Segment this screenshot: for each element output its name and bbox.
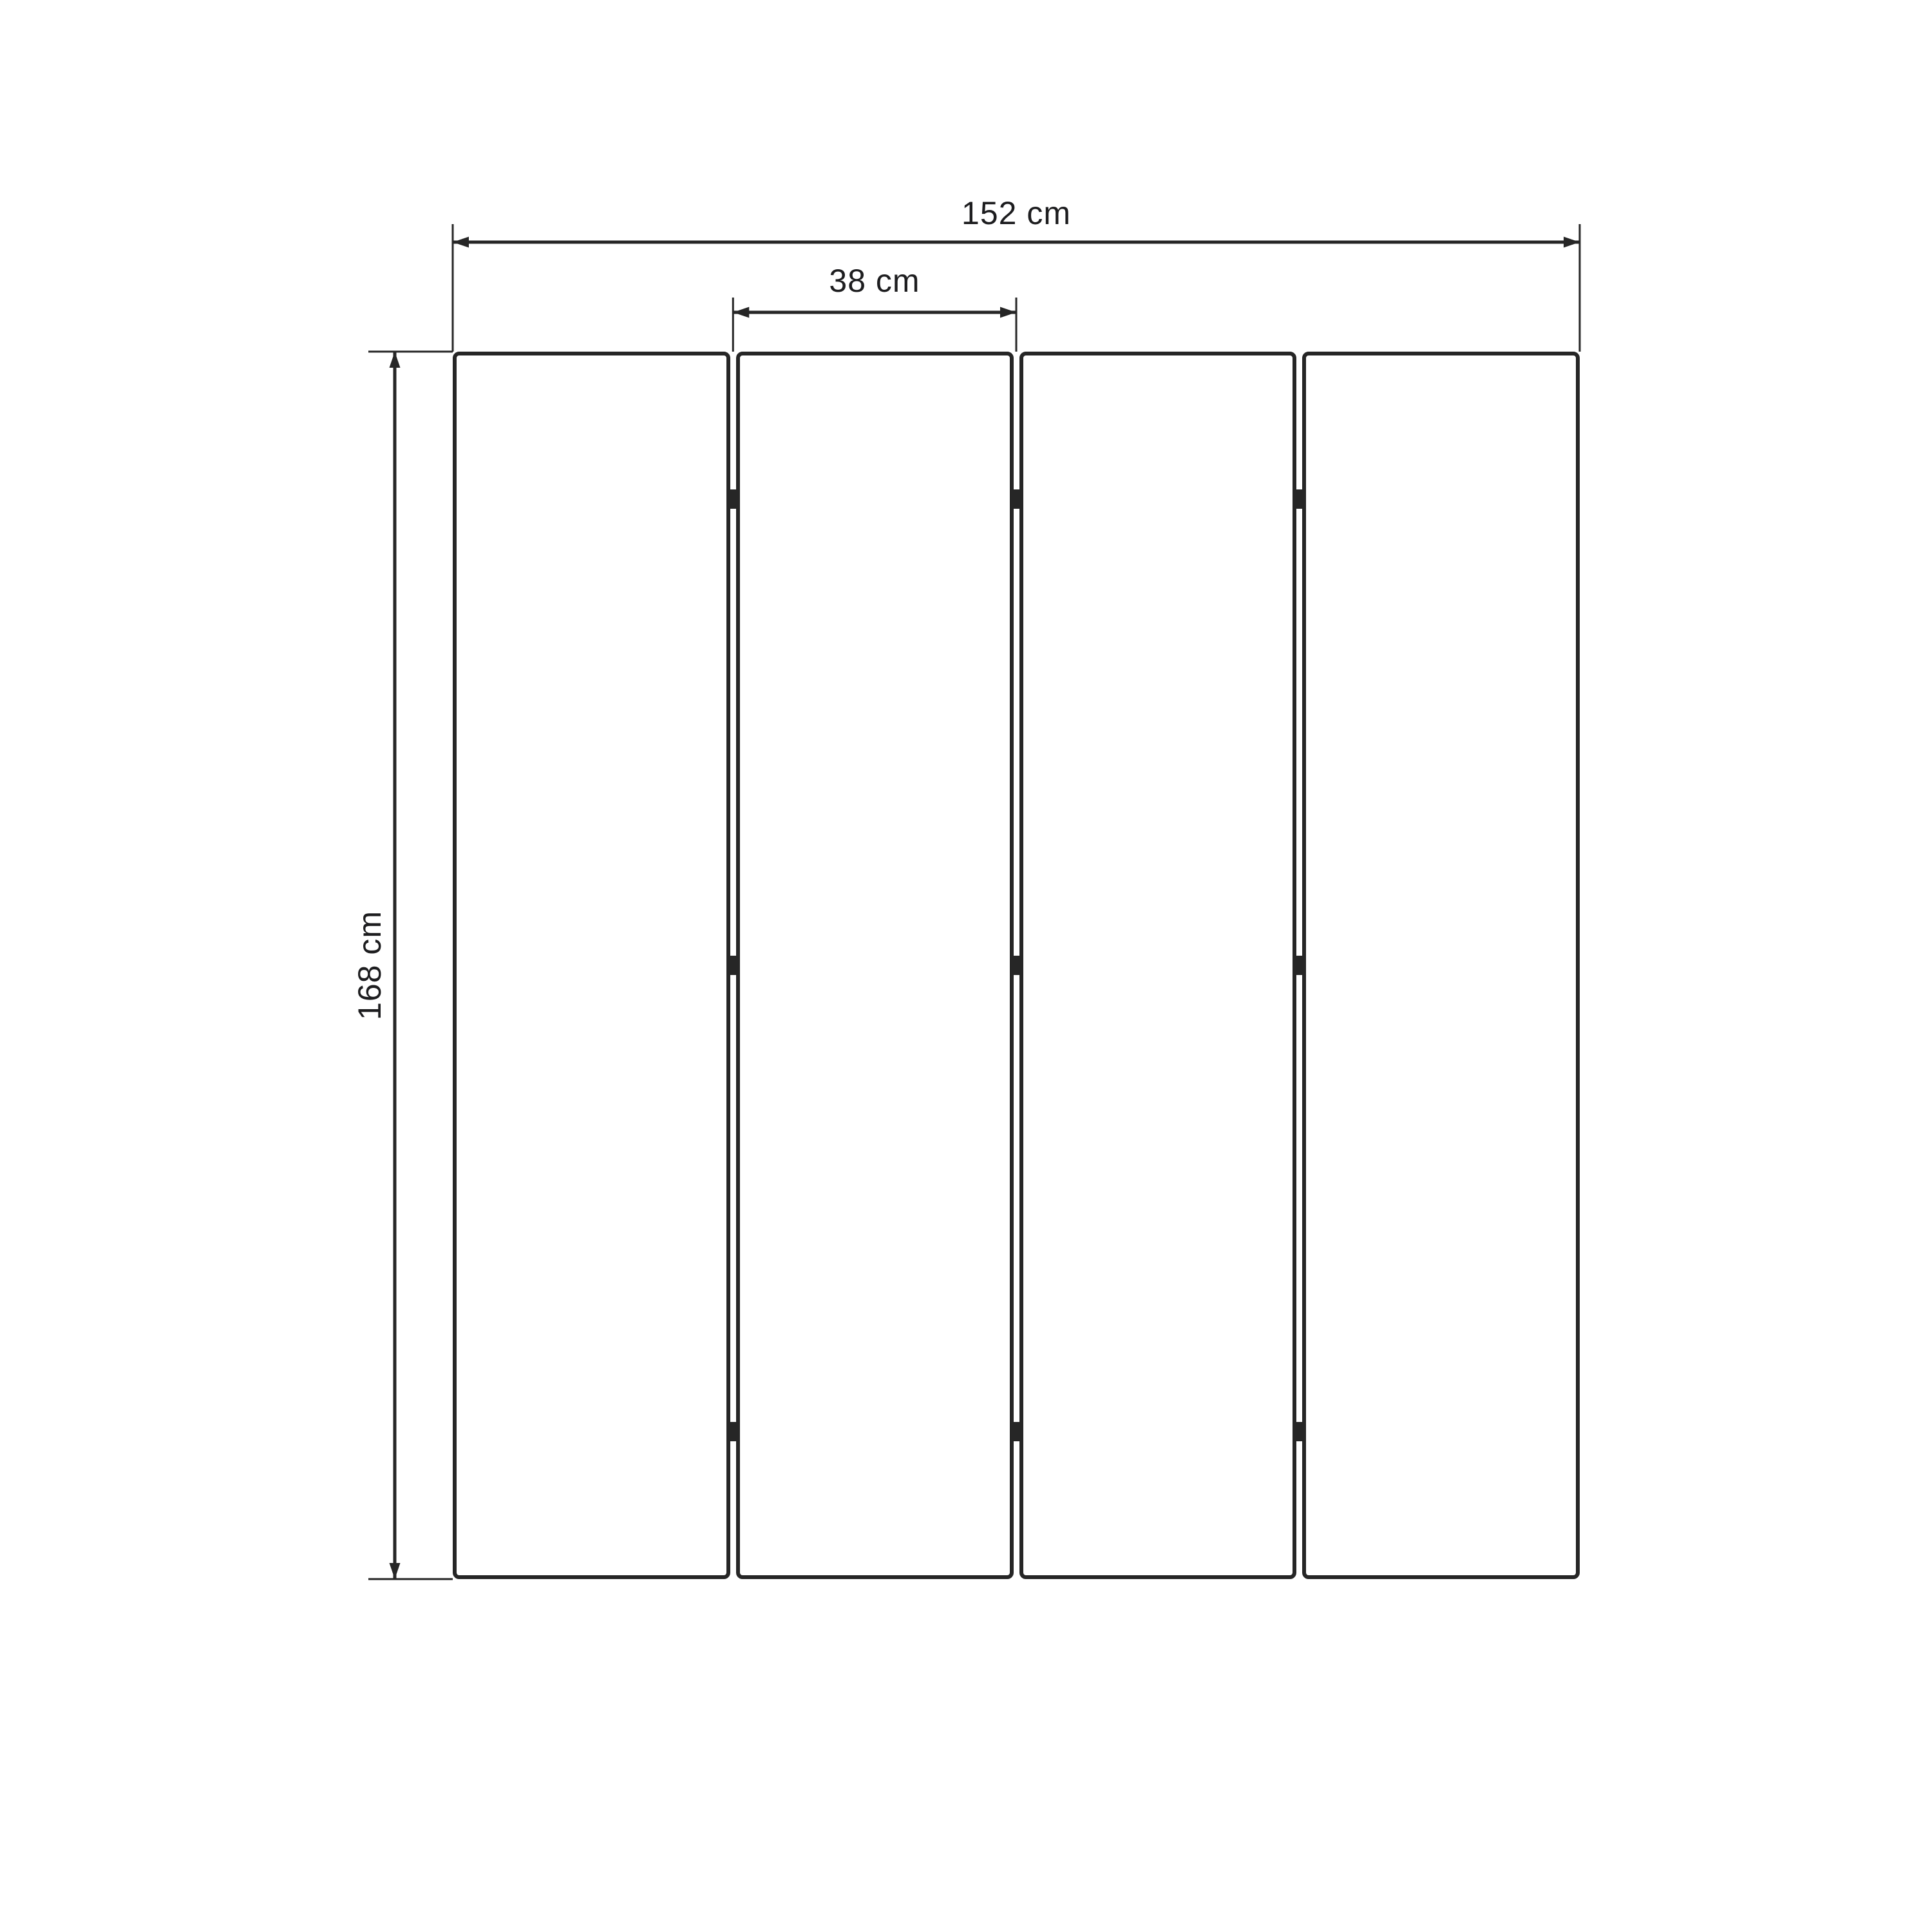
panel-3 bbox=[1019, 352, 1297, 1579]
panel-width-dimension-label: 38 cm bbox=[829, 263, 920, 299]
panel-1 bbox=[453, 352, 730, 1579]
hinge-icon bbox=[1012, 489, 1021, 509]
hinge-icon bbox=[1012, 956, 1021, 975]
panels-container bbox=[453, 352, 1580, 1579]
hinge-icon bbox=[729, 489, 737, 509]
hinge-icon bbox=[1295, 489, 1303, 509]
hinge-icon bbox=[729, 1422, 737, 1441]
hinge-icon bbox=[1295, 1422, 1303, 1441]
panel-4 bbox=[1302, 352, 1580, 1579]
hinge-icon bbox=[729, 956, 737, 975]
total-width-dimension-label: 152 cm bbox=[961, 195, 1071, 231]
panel-2 bbox=[736, 352, 1014, 1579]
hinge-icon bbox=[1295, 956, 1303, 975]
total-height-dimension-label: 168 cm bbox=[352, 911, 388, 1020]
hinge-icon bbox=[1012, 1422, 1021, 1441]
